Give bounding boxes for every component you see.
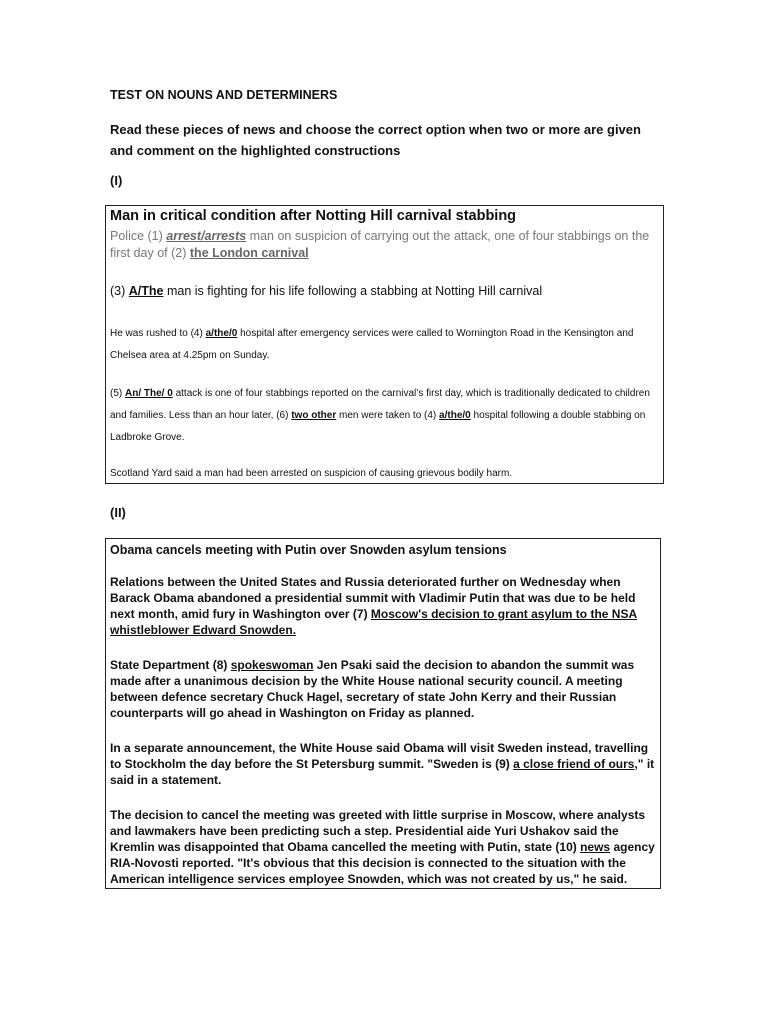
text-span: hospital after emergency services were called to Wornington Road in the Kensington and Chelsea area at 4.25pm on Sunday.: [110, 328, 634, 361]
instructions: Read these pieces of news and choose the correct option when two or more are given and comment on the highlighted constructions: [110, 122, 641, 158]
text-span: men were taken to (4): [336, 410, 440, 421]
highlight-9: a close friend of ours: [513, 757, 635, 771]
option-6: two other: [291, 410, 337, 421]
option-2: the London carnival: [189, 246, 309, 260]
text-span: agency RIA-Novosti reported. "It's obvious that this decision is connected to the situation with the American intelligence services employee Snowden, which was not created by us," he said.: [110, 840, 655, 886]
page-title: TEST ON NOUNS AND DETERMINERS: [110, 88, 338, 102]
news-2-paragraph-2: [110, 657, 658, 721]
text-span: hospital following a double stabbing on Ladbroke Grove.: [110, 410, 646, 443]
news-box-1: [105, 205, 664, 484]
option-4b: a/the/0: [439, 410, 471, 421]
text-span: ," it said in a statement.: [110, 757, 655, 787]
news-1-paragraph-3: Scotland Yard said a man had been arrested on suspicion of causing grievous bodily harm.: [110, 468, 513, 479]
highlight-8: spokeswoman: [230, 658, 314, 672]
section-label-2: (II): [110, 505, 126, 520]
option-4: a/the/0: [205, 328, 238, 339]
text-span: Relations between the United States and Russia deteriorated further on Wednesday when Barack Obama abandoned a presidential summit with Vladimir Putin that was due to be held next month, amid fury in Washington over (7): [110, 575, 636, 621]
text-span: The decision to cancel the meeting was greeted with little surprise in Moscow, where analysts and lawmakers have been predicting such a step. Presidential aide Yuri Ushakov said the Kremlin was disappointed that Obama cancelled the meeting with Putin, state (10): [110, 808, 646, 854]
text-span: (5): [110, 388, 125, 399]
text-span: State Department (8): [110, 658, 231, 672]
option-1: arrest/arrests: [166, 229, 247, 243]
news-1-lede: [110, 228, 655, 262]
news-2-paragraph-3: [110, 740, 658, 788]
news-1-paragraph-1: [110, 323, 658, 367]
news-2-paragraph-1: [110, 574, 658, 638]
option-5: An/ The/ 0: [125, 388, 173, 399]
text-span: Police (1): [110, 229, 167, 243]
option-3: A/The: [128, 284, 164, 298]
text-span: Jen Psaki said the decision to abandon the summit was made after a unanimous decision by the White House national security council. A meeting between defence secretary Chuck Hagel, secretary of state John Kerry and their Russian counterparts will go ahead in Washington on Friday as planned.: [110, 658, 635, 720]
text-span: attack is one of four stabbings reported on the carnival’s first day, which is traditionally dedicated to children and families. Less than an hour later, (6): [110, 388, 650, 421]
news-1-headline: Man in critical condition after Notting Hill carnival stabbing: [110, 208, 517, 224]
text-span: He was rushed to (4): [110, 328, 206, 339]
news-2-paragraph-4: [110, 807, 658, 887]
news-1-subheadline: [110, 284, 542, 298]
news-2-headline: Obama cancels meeting with Putin over Snowden asylum tensions: [110, 543, 507, 557]
text-span: man on suspicion of carrying out the attack, one of four stabbings on the first day of (2): [110, 229, 650, 260]
text-span: In a separate announcement, the White House said Obama will visit Sweden instead, travelling to Stockholm the day before the St Petersburg summit. "Sweden is (9): [110, 741, 649, 771]
news-box-2: [105, 538, 661, 889]
text-span: man is fighting for his life following a stabbing at Notting Hill carnival: [163, 284, 543, 298]
highlight-10: news: [580, 840, 611, 854]
section-label-1: (I): [110, 173, 123, 188]
news-1-paragraph-2: [110, 383, 658, 449]
text-span: (3): [110, 284, 129, 298]
highlight-7: Moscow's decision to grant asylum to the NSA whistleblower Edward Snowden.: [110, 607, 638, 637]
